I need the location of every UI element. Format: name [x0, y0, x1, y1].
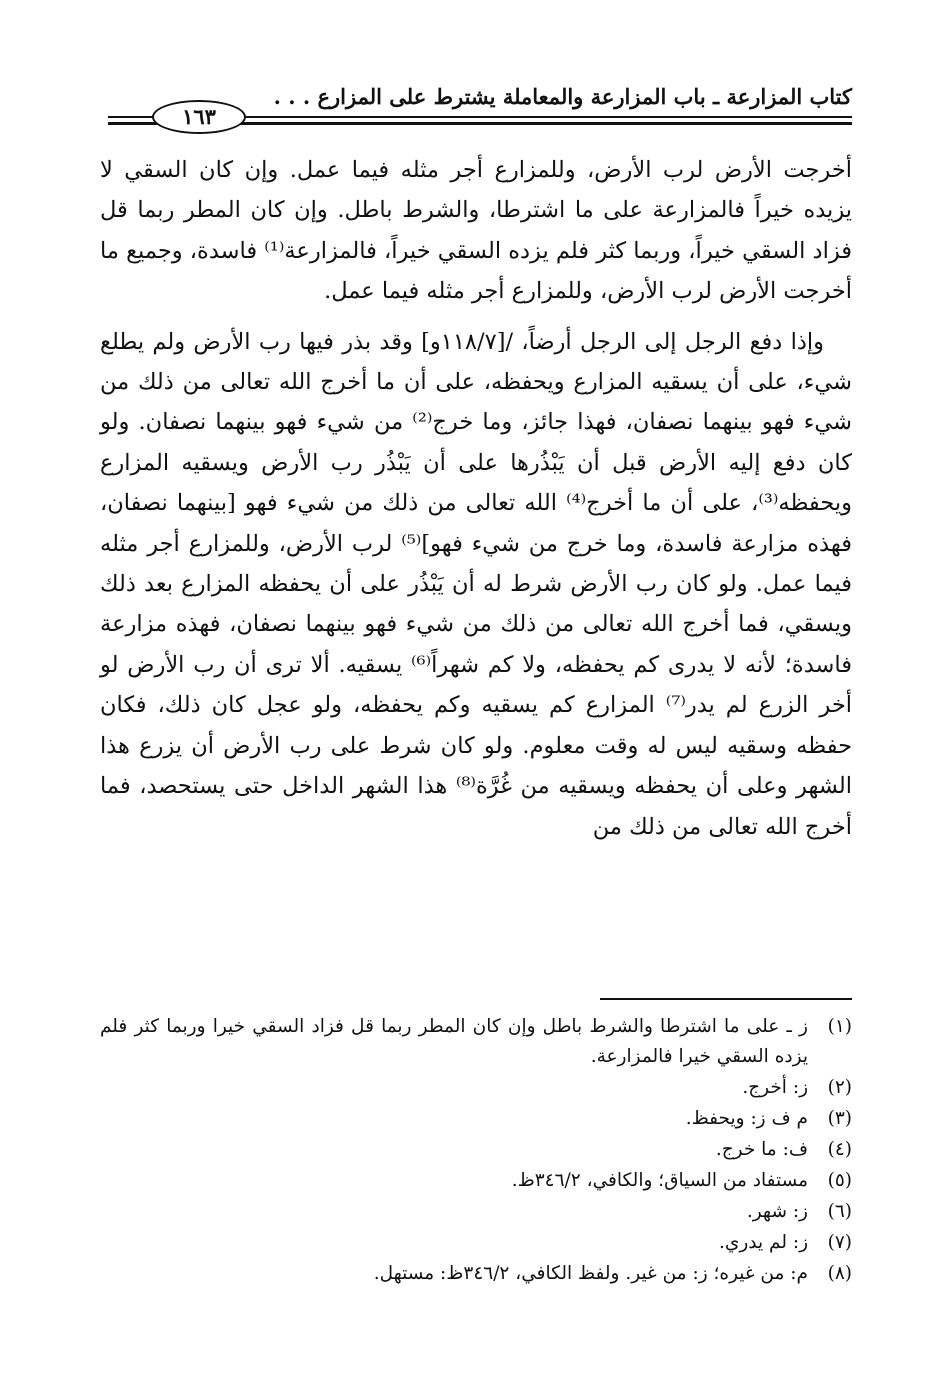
footnote-text: ز ـ على ما اشترطا والشرط باطل وإن كان المطر ربما قل فزاد السقي خيرا وربما كثر فلم يزده السقي خيرا فالمزارعة. — [100, 1016, 808, 1067]
footnote — [100, 1259, 852, 1289]
footnote — [100, 1073, 852, 1103]
footnote-number: (١) — [827, 1016, 852, 1037]
footnote-text: ف: ما خرج. — [715, 1139, 808, 1160]
footnote-number: (٤) — [827, 1139, 852, 1160]
footnote-number: (٥) — [827, 1170, 852, 1191]
footnote — [100, 1135, 852, 1165]
page-header — [108, 78, 852, 138]
footnote-separator — [600, 998, 852, 1000]
footnote — [100, 1104, 852, 1134]
footnote-number: (٣) — [827, 1108, 852, 1129]
footnote-number: (٦) — [827, 1201, 852, 1222]
footnote-text: م: من غيره؛ ز: من غير. ولفظ الكافي، ٣٤٦/٢ظ: مستهل. — [373, 1263, 808, 1284]
footnote-number: (٨) — [827, 1263, 852, 1284]
running-title: كتاب المزارعة ـ باب المزارعة والمعاملة يشترط على المزارع . . . — [273, 84, 852, 109]
footnote-text: مستفاد من السياق؛ والكافي، ٣٤٦/٢ظ. — [511, 1170, 808, 1191]
footnotes — [100, 1012, 852, 1290]
footnote-text: ز: لم يدري. — [718, 1232, 808, 1253]
paragraph: أخرجت الأرض لرب الأرض، وللمزارع أجر مثله فيما عمل. وإن كان السقي لا يزيده خيراً فالمزارعة على ما اشترطا، والشرط باطل. وإن كان المطر ربما قل فزاد السقي خيراً، وربما كثر فلم يزده السقي خيراً، فالمزارعة⁽¹⁾ فاسدة، وجميع ما أخرجت الأرض لرب الأرض، وللمزارع أجر مثله فيما عمل. — [100, 157, 852, 305]
footnote-text: ز: شهر. — [746, 1201, 808, 1222]
footnote-text: م ف ز: ويحفظ. — [685, 1108, 808, 1129]
footnote — [100, 1012, 852, 1072]
footnote — [100, 1228, 852, 1258]
footnote-number: (٧) — [827, 1232, 852, 1253]
footnote — [100, 1166, 852, 1196]
footnote-number: (٢) — [827, 1077, 852, 1098]
main-text — [100, 150, 852, 847]
footnote-text: ز: أخرج. — [742, 1077, 808, 1098]
page-number: ١٦٣ — [152, 100, 246, 134]
footnote — [100, 1197, 852, 1227]
paragraph: وإذا دفع الرجل إلى الرجل أرضاً، /[١١٨/٧و] وقد بذر فيها رب الأرض ولم يطلع شيء، على أن يسقيه المزارع ويحفظه، على أن ما أخرج الله تعالى من ذلك من شيء فهو بينهما نصفان، فهذا جائز، وما خرج⁽²⁾ من شيء فهو بينهما نصفان. ولو كان دفع إليه الأرض قبل أن يَبْذُرها على أن يَبْذُر رب الأرض ويسقيه المزارع ويحفظه⁽³⁾، على أن ما أخرج⁽⁴⁾ الله تعالى من ذلك من شيء فهو [بينهما نصفان، فهذه مزارعة فاسدة، وما خرج من شيء فهو]⁽⁵⁾ لرب الأرض، وللمزارع أجر مثله فيما عمل. ولو كان رب الأرض شرط له أن يَبْذُر على أن يحفظه المزارع بعد ذلك ويسقي، فما أخرج الله تعالى من ذلك من شيء فهو بينهما نصفان، فهذه مزارعة فاسدة؛ لأنه لا يدرى كم يحفظه، ولا كم شهراً⁽⁶⁾ يسقيه. ألا ترى أن رب الأرض لو أخر الزرع لم يدر⁽⁷⁾ المزارع كم يسقيه وكم يحفظه، ولو عجل كان ذلك، فكان حفظه وسقيه ليس له وقت معلوم. ولو كان شرط على رب الأرض أن يزرع هذا الشهر وعلى أن يحفظه ويسقيه من غُرَّة⁽⁸⁾ هذا الشهر الداخل حتى يستحصد، فما أخرج الله تعالى من ذلك من — [100, 328, 852, 840]
